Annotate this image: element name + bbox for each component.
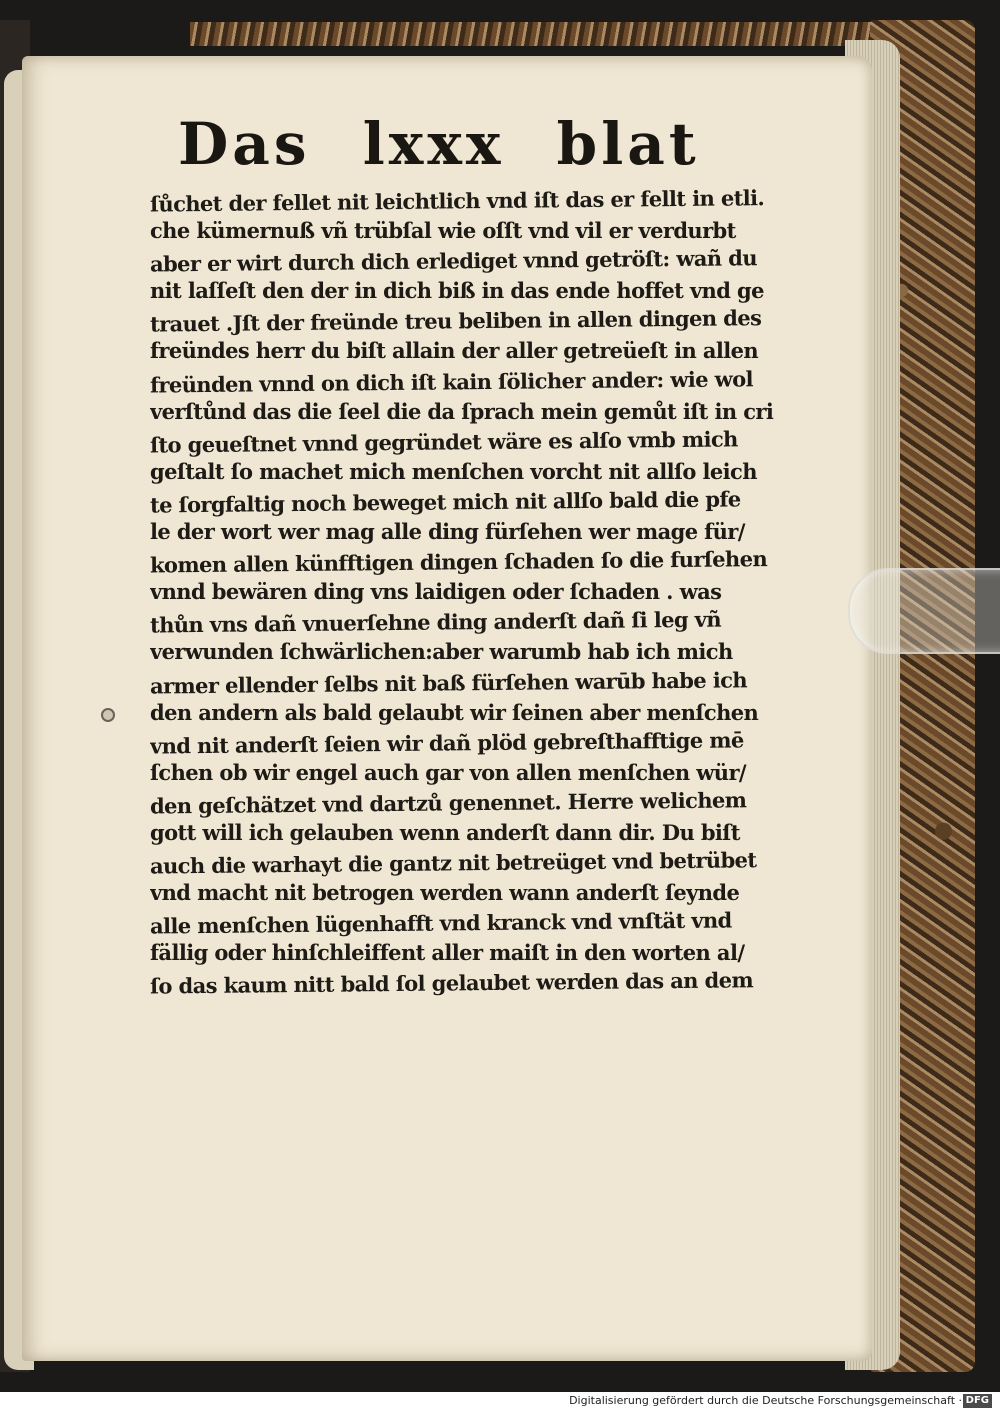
text-line: vnnd bewären ding vns laidigen oder ſchaden . was: [150, 579, 722, 605]
text-line: auch die warhayt die gantz nit betreüget vnd betrübet: [149, 847, 757, 879]
text-line: le der wort wer mag alle ding fürſehen wer mage für/: [150, 519, 745, 545]
margin-mark: [101, 708, 115, 722]
text-line: trauet .Jſt der freünde treu beliben in allen dingen des: [149, 305, 762, 337]
dfg-logo: DFG: [963, 1394, 992, 1408]
text-line: fällig oder hinſchleiffent aller maiſt in den worten al/: [150, 940, 745, 966]
text-line: alle menſchen lügenhafft vnd kranck vnd vnſtät vnd: [149, 907, 732, 939]
text-line: freünden vnnd on dich iſt kain ſölicher ander: wie wol: [149, 365, 754, 398]
cover-top-edge: [190, 22, 910, 46]
text-line: komen allen künfftigen dingen ſchaden ſo die furſehen: [149, 546, 768, 578]
text-line: armer ellender ſelbs nit baß fürſehen warūb habe ich: [149, 666, 748, 699]
page-clip: [848, 568, 1000, 654]
text-line: ſto geueſtnet vnnd gegründet wäre es alſo vmb mich: [149, 426, 738, 458]
text-line: nit laſſeſt den der in dich biß in das ende hoffet vnd ge: [150, 278, 764, 304]
text-line: aber er wirt durch dich erlediget vnnd getröſt: wañ du: [149, 245, 758, 277]
footer-bar: [0, 1392, 1000, 1411]
text-line: freündes herr du biſt allain der aller getreüeſt in allen: [150, 338, 759, 364]
page-text: [150, 186, 830, 999]
text-line: ſůchet der fellet nit leichtlich vnd iſt das er fellt in etli.: [149, 185, 765, 217]
text-line: verſtůnd das die ſeel die da ſprach mein gemůt iſt in cri: [150, 398, 774, 424]
text-line: te ſorgfaltig noch beweget mich nit allſo bald die pfe: [149, 486, 741, 518]
page-header: Das lxxx blat: [178, 110, 700, 178]
text-line: geſtalt ſo machet mich menſchen vorcht nit allſo leich: [150, 458, 757, 484]
text-line: ſchen ob wir engel auch gar von allen menſchen wür/: [150, 759, 746, 785]
text-line: thůn vns dañ vnuerſehne ding anderſt dañ ſi leg vñ: [149, 606, 722, 638]
text-line: den geſchätzet vnd dartzů genennet. Herre welichem: [149, 787, 747, 819]
text-line: vnd nit anderſt ſeien wir dañ plöd gebreſthafftige mē: [149, 727, 744, 759]
text-line: che kümernuß vñ trübſal wie oſſt vnd vil er verdurbt: [150, 218, 736, 244]
text-line: gott will ich gelauben wenn anderſt dann dir. Du biſt: [150, 819, 740, 845]
text-line: den andern als bald gelaubt wir ſeinen aber menſchen: [150, 699, 759, 725]
text-line: vnd macht nit betrogen werden wann anderſt ſeynde: [150, 880, 740, 906]
text-line: ſo das kaum nitt bald ſol gelaubet werden das an dem: [149, 967, 754, 999]
footer-credit: Digitalisierung gefördert durch die Deutsche Forschungsgemeinschaft ·: [569, 1394, 962, 1407]
text-line: verwunden ſchwärlichen:aber warumb hab ich mich: [150, 639, 733, 665]
